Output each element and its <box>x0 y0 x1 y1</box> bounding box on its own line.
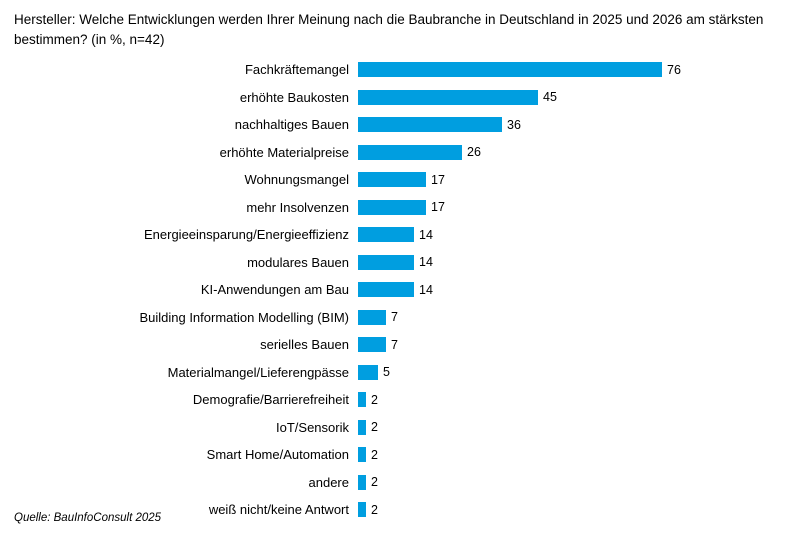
bar <box>358 172 426 187</box>
bar <box>358 447 366 462</box>
bar <box>358 255 414 270</box>
bar-value-label: 14 <box>419 255 433 270</box>
category-label: Wohnungsmangel <box>244 172 349 188</box>
bar-value-label: 2 <box>371 420 378 435</box>
bar-row <box>14 84 798 112</box>
bar-row <box>14 56 798 84</box>
bar <box>358 90 538 105</box>
bar-track <box>358 496 798 524</box>
bar-row <box>14 166 798 194</box>
bar-track <box>358 84 798 112</box>
category-label: nachhaltiges Bauen <box>234 117 349 133</box>
bar <box>358 337 386 352</box>
bar-row <box>14 469 798 497</box>
category-label: IoT/Sensorik <box>276 419 349 435</box>
bar-row <box>14 331 798 359</box>
category-label: Fachkräftemangel <box>244 62 349 78</box>
bar-row <box>14 304 798 332</box>
bar <box>358 117 502 132</box>
category-label: erhöhte Baukosten <box>239 89 349 105</box>
source-note: Quelle: BauInfoConsult 2025 <box>14 512 162 524</box>
bar-value-label: 45 <box>543 90 557 105</box>
bar-track <box>358 469 798 497</box>
bar-row <box>14 249 798 277</box>
bar-track <box>358 331 798 359</box>
bar-row <box>14 111 798 139</box>
bar <box>358 392 366 407</box>
bar-value-label: 7 <box>391 337 398 352</box>
bar-row <box>14 414 798 442</box>
bar <box>358 475 366 490</box>
bar-value-label: 2 <box>371 392 378 407</box>
bar-track <box>358 359 798 387</box>
bar-track <box>358 441 798 469</box>
category-label: Smart Home/Automation <box>206 447 349 463</box>
bar-track <box>358 194 798 222</box>
category-label: erhöhte Materialpreise <box>219 144 349 160</box>
bar <box>358 200 426 215</box>
bar <box>358 62 662 77</box>
bar-row <box>14 386 798 414</box>
bar-track <box>358 111 798 139</box>
bar-row <box>14 276 798 304</box>
bar-value-label: 76 <box>667 62 681 77</box>
category-label: modulares Bauen <box>247 254 349 270</box>
category-label: weiß nicht/keine Antwort <box>208 502 349 518</box>
bar-row <box>14 221 798 249</box>
bar <box>358 310 386 325</box>
bar-value-label: 5 <box>383 365 390 380</box>
bar <box>358 282 414 297</box>
bar-value-label: 14 <box>419 282 433 297</box>
bar-value-label: 26 <box>467 145 481 160</box>
bar-row <box>14 359 798 387</box>
category-label: Building Information Modelling (BIM) <box>139 309 349 325</box>
bar-track <box>358 139 798 167</box>
category-label: KI-Anwendungen am Bau <box>200 282 349 298</box>
bar-row <box>14 139 798 167</box>
bar-value-label: 2 <box>371 502 378 517</box>
bar-row <box>14 441 798 469</box>
bar-track <box>358 414 798 442</box>
bar-track <box>358 249 798 277</box>
bar-value-label: 2 <box>371 475 378 490</box>
bar-value-label: 36 <box>507 117 521 132</box>
bar <box>358 145 462 160</box>
category-label: andere <box>308 474 349 490</box>
bar <box>358 420 366 435</box>
bar-track <box>358 221 798 249</box>
bar-track <box>358 56 798 84</box>
bar-value-label: 14 <box>419 227 433 242</box>
bar-track <box>358 386 798 414</box>
category-label: Materialmangel/Lieferengpässe <box>167 364 349 380</box>
bar-track <box>358 304 798 332</box>
bar-value-label: 7 <box>391 310 398 325</box>
bar <box>358 365 378 380</box>
bar-track <box>358 166 798 194</box>
bar <box>358 502 366 517</box>
category-label: Demografie/Barrierefreiheit <box>192 392 349 408</box>
bar-row <box>14 194 798 222</box>
category-label: mehr Insolvenzen <box>246 199 349 215</box>
bar-value-label: 2 <box>371 447 378 462</box>
category-label: Energieeinsparung/Energieeffizienz <box>143 227 349 243</box>
bar <box>358 227 414 242</box>
category-label: serielles Bauen <box>260 337 349 353</box>
bar-value-label: 17 <box>431 200 445 215</box>
bar-track <box>358 276 798 304</box>
chart-title: Hersteller: Welche Entwicklungen werden Ihrer Meinung nach die Baubranche in Deutschland in 2025 und 2026 am stärksten bestimmen? (in %, n=42) <box>14 12 764 47</box>
bar-value-label: 17 <box>431 172 445 187</box>
